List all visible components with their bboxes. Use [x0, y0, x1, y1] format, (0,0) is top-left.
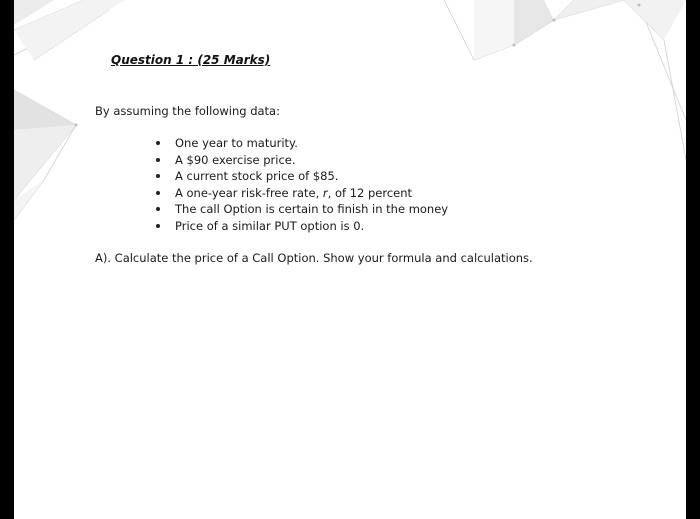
bullet-dot-icon — [156, 191, 160, 195]
document-page — [14, 0, 686, 519]
bullet-item: Price of a similar PUT option is 0. — [154, 218, 448, 235]
bullet-item: A current stock price of $85. — [154, 168, 448, 185]
intro-text: By assuming the following data: — [95, 104, 280, 118]
bullet-dot-icon — [156, 174, 160, 178]
bullet-item: A one-year risk-free rate, r, of 12 percent — [154, 185, 448, 202]
bullet-item: The call Option is certain to finish in the money — [154, 201, 448, 218]
question-title: Question 1 : (25 Marks) — [111, 53, 271, 67]
bullet-item: One year to maturity. — [154, 135, 448, 152]
bullet-dot-icon — [156, 141, 160, 145]
bullet-item: A $90 exercise price. — [154, 152, 448, 169]
bullet-dot-icon — [156, 207, 160, 211]
bullet-dot-icon — [156, 224, 160, 228]
data-bullet-list — [154, 135, 448, 235]
bullet-dot-icon — [156, 158, 160, 162]
question-part-a: A). Calculate the price of a Call Option. Show your formula and calculations. — [95, 251, 533, 265]
